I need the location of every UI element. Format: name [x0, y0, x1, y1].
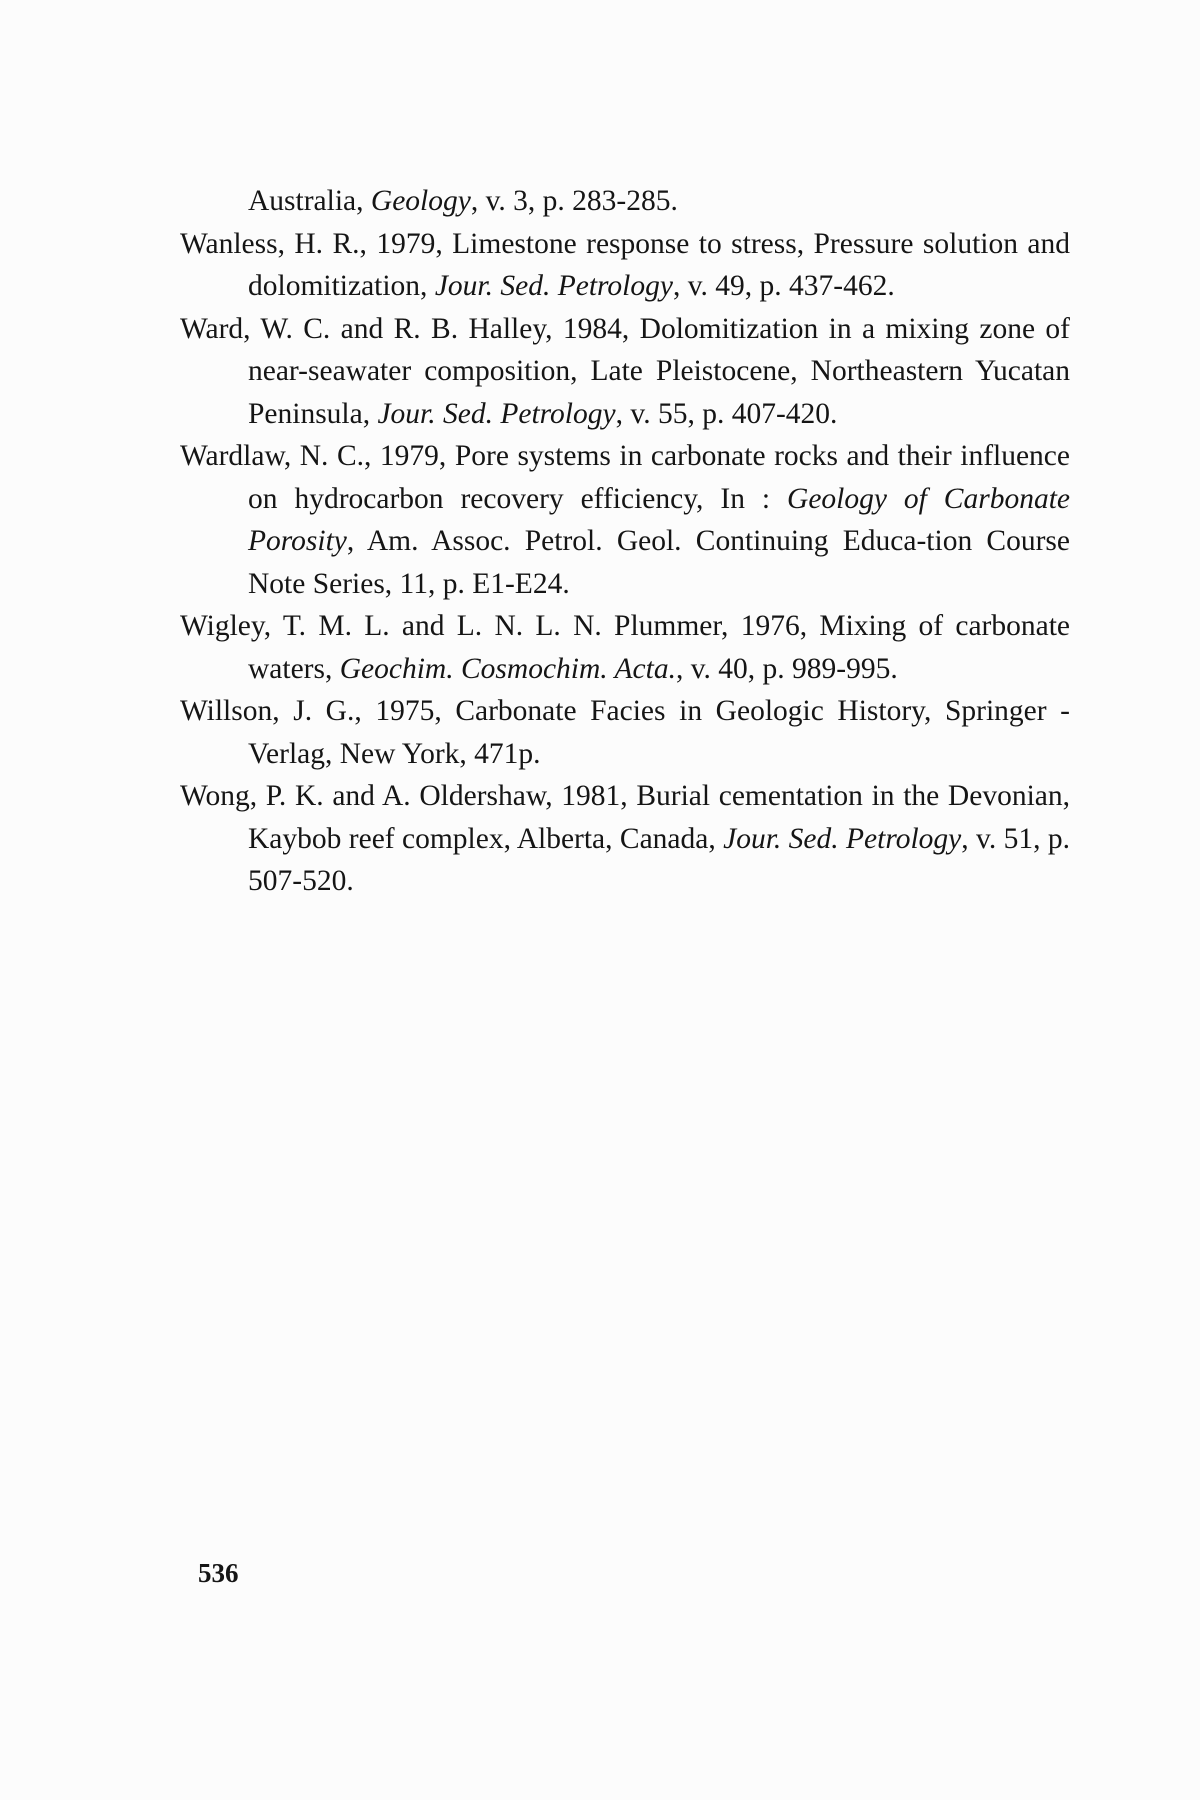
reference-text: Australia,	[248, 185, 371, 217]
reference-text: Willson, J. G., 1975, Carbonate Facies in Geologic History, Springer -Verlag, New York, 471p.	[180, 695, 1070, 770]
reference-text: , v. 49, p. 437-462.	[672, 270, 895, 302]
reference-text: Ward, W. C. and R. B. Halley, 1984, Dolomitization in a mixing zone of near-seawater composition, Late Pleistocene, Northeastern Yucatan Peninsula,	[180, 312, 1070, 430]
reference-entry	[180, 180, 1070, 223]
journal-title: Geochim. Cosmochim. Acta.	[339, 652, 676, 685]
reference-text: , Am. Assoc. Petrol. Geol. Continuing Educa-tion Course Note Series, 11, p. E1-E24.	[248, 525, 1070, 600]
reference-text: , v. 40, p. 989-995.	[675, 652, 898, 685]
book-title: Geology of Carbonate Porosity	[248, 482, 1070, 557]
journal-title: Geology	[370, 185, 471, 217]
reference-text: Wardlaw, N. C., 1979, Pore systems in carbonate rocks and their influence on hydrocarbon recovery efficiency, In :	[180, 440, 1070, 515]
journal-title: Jour. Sed. Petrology	[723, 822, 962, 855]
reference-text: , v. 55, p. 407-420.	[615, 397, 838, 430]
reference-entry	[180, 775, 1070, 903]
reference-entry	[180, 605, 1070, 690]
reference-list	[180, 180, 1070, 903]
reference-text: Wanless, H. R., 1979, Limestone response to stress, Pressure solution and dolomitization,	[180, 227, 1070, 302]
journal-title: Jour. Sed. Petrology	[377, 397, 616, 430]
reference-entry	[180, 223, 1070, 308]
reference-entry	[180, 690, 1070, 775]
reference-entry	[180, 308, 1070, 436]
reference-text: , v. 3, p. 283-285.	[470, 185, 678, 217]
journal-title: Jour. Sed. Petrology	[434, 270, 673, 302]
page-number: 536	[198, 1558, 239, 1588]
reference-text: Wong, P. K. and A. Oldershaw, 1981, Burial cementation in the Devonian, Kaybob reef complex, Alberta, Canada,	[180, 780, 1070, 855]
reference-entry	[180, 435, 1070, 605]
reference-text: Wigley, T. M. L. and L. N. L. N. Plummer, 1976, Mixing of carbonate waters,	[180, 610, 1070, 685]
reference-text: , v. 51, p. 507-520.	[248, 822, 1070, 897]
